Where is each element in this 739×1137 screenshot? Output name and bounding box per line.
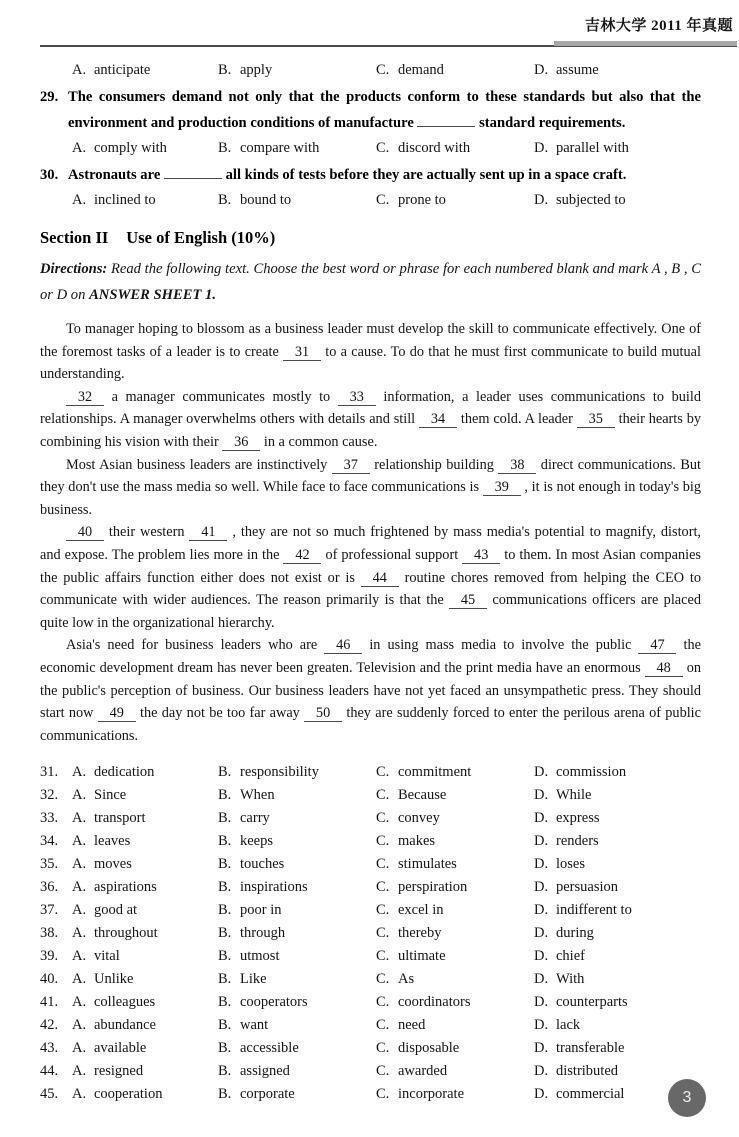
option	[534, 922, 701, 945]
option-letter: B.	[218, 787, 232, 804]
option	[534, 1014, 701, 1037]
option	[376, 807, 534, 830]
option-letter: D.	[534, 971, 549, 988]
numbered-blank: 46	[324, 638, 362, 654]
mc-row	[40, 991, 701, 1014]
mc-row	[40, 876, 701, 899]
option	[72, 853, 218, 876]
option-text: demand	[398, 62, 444, 78]
option-text: transferable	[556, 1040, 625, 1057]
option-text: indifferent to	[556, 902, 632, 919]
option-letter: A.	[72, 994, 87, 1011]
option-text: subjected to	[556, 192, 626, 208]
option-letter: C.	[376, 856, 390, 873]
option-text: loses	[556, 856, 585, 873]
section-heading	[40, 226, 701, 250]
option	[376, 1014, 534, 1037]
numbered-blank: 41	[189, 525, 227, 541]
mc-row-number: 35.	[40, 856, 59, 873]
question-30-options	[40, 189, 701, 212]
option-text: incorporate	[398, 1086, 465, 1103]
option-text: lack	[556, 1017, 581, 1034]
option	[534, 853, 701, 876]
option-text: Like	[240, 971, 267, 988]
directions-label: Directions:	[40, 261, 108, 277]
directions-answer-sheet: ANSWER SHEET 1.	[89, 287, 216, 303]
option-text: coordinators	[398, 994, 471, 1011]
option-text: disposable	[398, 1040, 460, 1057]
option-letter: C.	[376, 1086, 390, 1103]
numbered-blank: 43	[462, 548, 500, 564]
mc-row-number: 44.	[40, 1063, 59, 1080]
option-text: excel in	[398, 902, 444, 919]
option	[534, 945, 701, 968]
page-number-badge: 3	[668, 1079, 706, 1117]
option-text: aspirations	[94, 879, 157, 896]
option	[534, 1060, 701, 1083]
option	[376, 761, 534, 784]
page-header	[0, 0, 739, 47]
option-text: abundance	[94, 1017, 156, 1034]
option-text: inclined to	[94, 192, 156, 208]
numbered-blank: 35	[577, 412, 615, 428]
numbered-blank: 50	[304, 706, 342, 722]
option-text: While	[556, 787, 592, 804]
option-letter: C.	[376, 1063, 390, 1080]
option-text: ultimate	[398, 948, 446, 965]
option	[376, 59, 534, 82]
numbered-blank: 39	[483, 480, 521, 496]
mc-row	[40, 945, 701, 968]
option	[376, 1037, 534, 1060]
option-text: distributed	[556, 1063, 619, 1080]
mc-row-number: 39.	[40, 948, 59, 965]
option	[72, 876, 218, 899]
exam-content	[40, 59, 701, 1106]
option-text: accessible	[240, 1040, 299, 1057]
mc-row	[40, 899, 701, 922]
numbered-blank: 40	[66, 525, 104, 541]
option	[376, 968, 534, 991]
mc-row-number: 45.	[40, 1086, 59, 1103]
option	[72, 922, 218, 945]
option	[376, 1060, 534, 1083]
mc-row-number: 37.	[40, 902, 59, 919]
option	[218, 922, 376, 945]
option	[218, 968, 376, 991]
option-text: resigned	[94, 1063, 144, 1080]
option-text: cooperation	[94, 1086, 163, 1103]
option	[72, 1014, 218, 1037]
option	[72, 945, 218, 968]
header-title: 吉林大学 2011 年真题	[584, 18, 733, 34]
option	[218, 1060, 376, 1083]
option	[72, 784, 218, 807]
option	[218, 807, 376, 830]
option-text: commission	[556, 764, 627, 781]
mc-row-number: 42.	[40, 1017, 59, 1034]
mc-row-number: 31.	[40, 764, 59, 781]
option-letter: C.	[376, 833, 390, 850]
option-text: counterparts	[556, 994, 628, 1011]
mc-row-number: 40.	[40, 971, 59, 988]
option	[534, 137, 701, 160]
option-text: Unlike	[94, 971, 134, 988]
option-letter: A.	[72, 856, 87, 873]
option-text: comply with	[94, 140, 167, 156]
option-letter: B.	[218, 810, 232, 827]
option	[218, 784, 376, 807]
option	[218, 876, 376, 899]
option-letter: B.	[218, 1063, 232, 1080]
option-text: When	[240, 787, 275, 804]
question-number: 29.	[40, 89, 59, 105]
option-text: express	[556, 810, 600, 827]
option	[376, 853, 534, 876]
option-text: prone to	[398, 192, 446, 208]
option-letter: B.	[218, 902, 232, 919]
option	[218, 1014, 376, 1037]
option-letter: A.	[72, 902, 87, 919]
option	[376, 876, 534, 899]
option-text: apply	[240, 62, 273, 78]
option-letter: D.	[534, 764, 549, 781]
option-letter: D.	[534, 948, 549, 965]
option-text: utmost	[240, 948, 280, 965]
option-text: persuasion	[556, 879, 619, 896]
option-text: convey	[398, 810, 440, 827]
option-letter: B.	[218, 879, 232, 896]
question-text: The consumers demand not only that the products conform to these standards but also that the environment and production conditions of manufacture standard requirements.	[68, 89, 701, 131]
question-30	[40, 162, 701, 212]
option-letter: D.	[534, 856, 549, 873]
question-29	[40, 84, 701, 160]
option-letter: A.	[72, 948, 87, 965]
option-text: commitment	[398, 764, 472, 781]
directions-body: Read the following text. Choose the best word or phrase for each numbered blank and mark A , B , C or D on	[40, 261, 701, 303]
mc-row-number: 41.	[40, 994, 59, 1011]
option-text: renders	[556, 833, 599, 850]
numbered-blank: 45	[449, 593, 487, 609]
option	[218, 761, 376, 784]
option	[534, 807, 701, 830]
option	[72, 137, 218, 160]
option-letter: C.	[376, 140, 390, 156]
option-letter: D.	[534, 994, 549, 1011]
cloze-passage	[40, 318, 701, 747]
mc-row	[40, 761, 701, 784]
header-rule	[40, 40, 737, 47]
option-letter: B.	[218, 1086, 232, 1103]
option	[72, 968, 218, 991]
option-text: makes	[398, 833, 436, 850]
option-letter: C.	[376, 902, 390, 919]
mc-row	[40, 784, 701, 807]
option	[72, 1060, 218, 1083]
option-text: cooperators	[240, 994, 308, 1011]
option-letter: B.	[218, 925, 232, 942]
option-letter: A.	[72, 140, 87, 156]
option-text: want	[240, 1017, 269, 1034]
option	[218, 853, 376, 876]
option	[534, 189, 701, 212]
option-text: With	[556, 971, 585, 988]
option-text: colleagues	[94, 994, 156, 1011]
option-letter: B.	[218, 856, 232, 873]
option-letter: A.	[72, 1040, 87, 1057]
option-letter: D.	[534, 879, 549, 896]
option	[376, 945, 534, 968]
mc-row	[40, 830, 701, 853]
option-text: throughout	[94, 925, 158, 942]
option-letter: C.	[376, 764, 390, 781]
option-letter: A.	[72, 810, 87, 827]
option-text: chief	[556, 948, 585, 965]
option-text: leaves	[94, 833, 131, 850]
option-text: moves	[94, 856, 132, 873]
option	[72, 830, 218, 853]
option-text: through	[240, 925, 286, 942]
option	[534, 59, 701, 82]
option-letter: D.	[534, 833, 549, 850]
option-text: inspirations	[240, 879, 308, 896]
option-letter: D.	[534, 140, 549, 156]
option-letter: B.	[218, 1017, 232, 1034]
question-number: 30.	[40, 167, 59, 183]
option-letter: A.	[72, 971, 87, 988]
mc-row-number: 32.	[40, 787, 59, 804]
option	[218, 945, 376, 968]
option-text: vital	[94, 948, 120, 965]
option-letter: C.	[376, 787, 390, 804]
option-letter: A.	[72, 833, 87, 850]
option-text: parallel with	[556, 140, 629, 156]
mc-row	[40, 1037, 701, 1060]
numbered-blank: 42	[283, 548, 321, 564]
option-letter: D.	[534, 1086, 549, 1103]
passage-paragraph: 40 their western 41 , they are not so much frightened by mass media's potential to magnify, distort, and expose. The problem lies more in the 42 of professional support 43 to them. In most Asian companies the public affairs function either does not exist or is 44 routine chores removed from helping the CEO to communicate with wider audiences. The reason primarily is that the 45 communications officers are placed quite low in the organizational hierarchy.	[40, 524, 702, 631]
option-text: need	[398, 1017, 426, 1034]
option-text: assume	[556, 62, 599, 78]
option	[376, 991, 534, 1014]
option	[72, 59, 218, 82]
option-letter: A.	[72, 764, 87, 781]
numbered-blank: 44	[361, 571, 399, 587]
numbered-blank: 37	[332, 458, 370, 474]
option-letter: D.	[534, 1040, 549, 1057]
option-text: Since	[94, 787, 127, 804]
option-letter: A.	[72, 787, 87, 804]
option-letter: D.	[534, 1017, 549, 1034]
option-letter: B.	[218, 62, 232, 78]
passage-paragraph: To manager hoping to blossom as a business leader must develop the skill to communicate effectively. One of the foremost tasks of a leader is to create 31 to a cause. To do that he must first communicate to build mutual understanding.	[40, 321, 701, 383]
option	[534, 761, 701, 784]
option-text: carry	[240, 810, 270, 827]
numbered-blank: 38	[498, 458, 536, 474]
option-text: commercial	[556, 1086, 625, 1103]
option-letter: C.	[376, 1040, 390, 1057]
numbered-blank: 33	[338, 390, 376, 406]
numbered-blank: 47	[638, 638, 676, 654]
option	[534, 876, 701, 899]
option-letter: B.	[218, 764, 232, 781]
numbered-blank: 49	[98, 706, 136, 722]
option	[376, 899, 534, 922]
option-text: As	[398, 971, 415, 988]
option	[376, 1083, 534, 1106]
option-text: discord with	[398, 140, 471, 156]
option-text: dedication	[94, 764, 155, 781]
question-text: Astronauts are all kinds of tests before they are actually sent up in a space craft.	[68, 162, 701, 188]
mc-row	[40, 968, 701, 991]
option-text: transport	[94, 810, 146, 827]
passage-paragraph: Asia's need for business leaders who are 46 in using mass media to involve the public 47 the economic development dream has never been greaten. Television and the print media have an enormous 48 on the public's perception of business. Our business leaders have not yet faced an unsympathetic press. They should start now 49 the day not be too far away 50 they are suddenly forced to enter the perilous arena of public communications.	[40, 637, 702, 744]
option-letter: A.	[72, 1086, 87, 1103]
question-29-options	[40, 137, 701, 160]
option-letter: C.	[376, 1017, 390, 1034]
option	[218, 137, 376, 160]
mc-row-number: 33.	[40, 810, 59, 827]
option-letter: B.	[218, 833, 232, 850]
option	[218, 830, 376, 853]
option-letter: D.	[534, 1063, 549, 1080]
option-letter: A.	[72, 1063, 87, 1080]
option	[534, 830, 701, 853]
mc-row	[40, 1014, 701, 1037]
question-28-options	[40, 59, 701, 82]
option-text: bound to	[240, 192, 292, 208]
mc-row	[40, 1060, 701, 1083]
numbered-blank: 34	[419, 412, 457, 428]
option-text: during	[556, 925, 594, 942]
option-text: awarded	[398, 1063, 448, 1080]
section-title: Use of English (10%)	[126, 228, 276, 247]
option-text: anticipate	[94, 62, 151, 78]
option-text: corporate	[240, 1086, 295, 1103]
option	[534, 968, 701, 991]
option-letter: C.	[376, 879, 390, 896]
options-list-31-45	[40, 761, 701, 1106]
directions	[40, 256, 701, 308]
option-letter: B.	[218, 971, 232, 988]
option-letter: B.	[218, 1040, 232, 1057]
mc-row-number: 43.	[40, 1040, 59, 1057]
answer-blank	[417, 112, 475, 127]
option-text: touches	[240, 856, 285, 873]
option-text: Because	[398, 787, 447, 804]
option	[218, 991, 376, 1014]
mc-row-number: 34.	[40, 833, 59, 850]
option-letter: C.	[376, 948, 390, 965]
option-letter: D.	[534, 810, 549, 827]
option	[218, 1083, 376, 1106]
option-letter: C.	[376, 971, 390, 988]
numbered-blank: 36	[222, 435, 260, 451]
option-text: stimulates	[398, 856, 457, 873]
option	[72, 899, 218, 922]
option-letter: C.	[376, 810, 390, 827]
option	[376, 830, 534, 853]
option-letter: A.	[72, 925, 87, 942]
option	[376, 189, 534, 212]
question-stem	[40, 84, 701, 136]
option-text: poor in	[240, 902, 282, 919]
option-letter: D.	[534, 62, 549, 78]
option	[218, 899, 376, 922]
option	[218, 1037, 376, 1060]
option-letter: B.	[218, 994, 232, 1011]
mc-row-number: 36.	[40, 879, 59, 896]
option-letter: B.	[218, 192, 232, 208]
option	[72, 1083, 218, 1106]
option	[534, 784, 701, 807]
option-letter: A.	[72, 192, 87, 208]
option-letter: A.	[72, 62, 87, 78]
option-letter: D.	[534, 925, 549, 942]
option	[534, 899, 701, 922]
option-text: good at	[94, 902, 138, 919]
option-letter: C.	[376, 994, 390, 1011]
question-stem	[40, 162, 701, 188]
option	[72, 189, 218, 212]
section-label: Section II	[40, 228, 109, 247]
option	[218, 59, 376, 82]
passage-paragraph: 32 a manager communicates mostly to 33 information, a leader uses communications to build relationships. A manager overwhelms others with details and still 34 them cold. A leader 35 their hearts by combining his vision with their 36 in a common cause.	[40, 388, 702, 450]
option-letter: A.	[72, 879, 87, 896]
option-letter: C.	[376, 925, 390, 942]
option	[72, 761, 218, 784]
option	[376, 137, 534, 160]
option-letter: D.	[534, 787, 549, 804]
numbered-blank: 31	[283, 345, 321, 361]
header-accent-bar	[554, 41, 737, 46]
mc-row	[40, 853, 701, 876]
numbered-blank: 32	[66, 390, 104, 406]
option-text: available	[94, 1040, 147, 1057]
option-letter: D.	[534, 192, 549, 208]
passage-paragraph: Most Asian business leaders are instinctively 37 relationship building 38 direct communications. But they don't use the mass media so well. While face to face communications is 39 , it is not enough in today's big business.	[40, 456, 701, 518]
option-text: thereby	[398, 925, 442, 942]
numbered-blank: 48	[645, 661, 683, 677]
option	[376, 922, 534, 945]
mc-row	[40, 807, 701, 830]
option-text: perspiration	[398, 879, 468, 896]
option	[376, 784, 534, 807]
mc-row	[40, 1083, 701, 1106]
mc-row-number: 38.	[40, 925, 59, 942]
option-text: assigned	[240, 1063, 290, 1080]
option-text: responsibility	[240, 764, 319, 781]
option	[218, 189, 376, 212]
option	[534, 991, 701, 1014]
option-letter: C.	[376, 62, 390, 78]
option-text: keeps	[240, 833, 274, 850]
option-letter: C.	[376, 192, 390, 208]
option	[534, 1037, 701, 1060]
option	[72, 1037, 218, 1060]
option-letter: B.	[218, 948, 232, 965]
option-text: compare with	[240, 140, 320, 156]
option	[72, 807, 218, 830]
answer-blank	[164, 164, 222, 179]
option-letter: A.	[72, 1017, 87, 1034]
option	[72, 991, 218, 1014]
option-letter: D.	[534, 902, 549, 919]
mc-row	[40, 922, 701, 945]
option-letter: B.	[218, 140, 232, 156]
